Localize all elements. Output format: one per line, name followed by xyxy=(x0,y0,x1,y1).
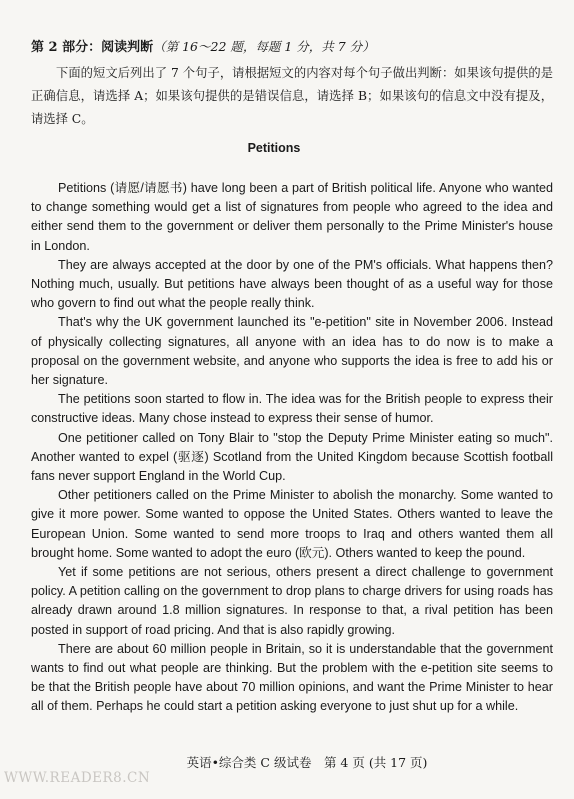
paragraph: Yet if some petitions are not serious, others present a direct challenge to government policy. A petition calling on the government to drop plans to charge drivers for using roads has already drawn around 1.8 million signatures. In response to that, a rival petition has been posted in support of road pricing. And that is also rapidly growing. xyxy=(31,565,553,637)
paragraph: They are always accepted at the door by one of the PM's officials. What happens then? Nothing much, usually. But petitions have always been thought of as a useful way for those who govern to find out what the people really think. xyxy=(31,257,553,311)
part-name: 阅读判断 xyxy=(101,40,154,55)
instructions: 下面的短文后列出了 7 个句子，请根据短文的内容对每个句子做出判断：如果该句提供的是正确信息，请选择 A；如果该句提供的是错误信息，请选择 B；如果该句的信息文中没有提及，请选择 C。 xyxy=(31,66,553,126)
paragraph: There are about 60 million people in Britain, so it is understandable that the government wants to find out what people are thinking. But the problem with the e-petition site seems to be that the British people have about 70 million opinions, and want the Prime Minister to hear all of them. Perhaps he could start a petition asking everyone to just shut up for a while. xyxy=(31,641,553,714)
paragraph: One petitioner called on Tony Blair to "stop the Deputy Prime Minister eating so much". Another wanted to expel (驱逐) Scotland from the United Kingdom because Scottish football fans never support England in the World Cup. xyxy=(31,430,553,484)
section-header xyxy=(31,38,551,57)
page-footer: 英语•综合类 C 级试卷 第 4 页 (共 17 页) xyxy=(186,755,428,770)
paragraph: That's why the UK government launched its "e-petition" site in November 2006. Instead of physically collecting signatures, all anyone with an idea has to do now is to make a proposal on the government website, and anyone who supports the idea is free to add his or her signature. xyxy=(31,315,553,388)
paragraph: Petitions (请愿/请愿书) have long been a part of British political life. Anyone who wanted to change something would get a list of signatures from people who agreed to the idea and either send them to the government or deliver them personally to the Prime Minister's house in London. xyxy=(31,181,553,253)
paragraph: Other petitioners called on the Prime Minister to abolish the monarchy. Some wanted to give it more power. Some wanted to oppose the United States. Others wanted to leave the European Union. Some wanted to send more troops to Iraq and others wanted them all brought home. Some wanted to adopt the euro (欧元). Others wanted to keep the pound. xyxy=(31,488,553,560)
part-label: 第 2 部分： xyxy=(31,40,102,55)
part-note: （第 16～22 题，每题 1 分，共 7 分） xyxy=(153,39,375,54)
paragraph: The petitions soon started to flow in. The idea was for the British people to express their constructive ideas. Many chose instead to express their sense of humor. xyxy=(31,392,553,426)
watermark: WWW.READER8.CN xyxy=(4,770,151,786)
article-body xyxy=(31,179,553,717)
article-title: Petitions xyxy=(247,141,301,155)
